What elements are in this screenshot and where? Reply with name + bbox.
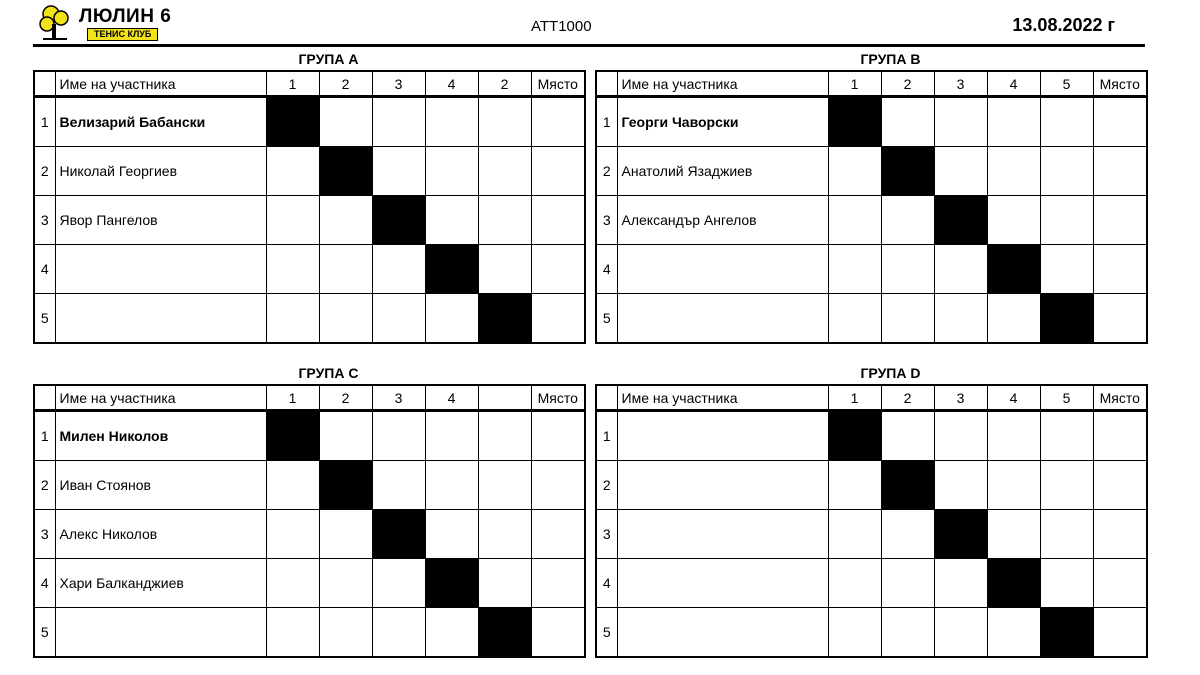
score-cell[interactable] [987,510,1040,559]
score-cell[interactable] [1040,196,1093,245]
place-cell[interactable] [531,510,585,559]
score-cell[interactable] [987,411,1040,461]
score-cell[interactable] [934,608,987,658]
score-cell[interactable] [881,411,934,461]
table-row [34,510,585,559]
col-header-3: 3 [934,385,987,411]
row-number: 2 [34,147,55,196]
col-header-3: 3 [372,71,425,97]
score-cell[interactable] [319,411,372,461]
score-cell[interactable] [372,245,425,294]
score-cell[interactable] [828,461,881,510]
score-cell[interactable] [828,245,881,294]
player-name: Иван Стоянов [55,461,266,510]
name-header: Име на участника [55,71,266,97]
table-row [34,411,585,461]
name-header: Име на участника [55,385,266,411]
score-cell[interactable] [478,147,531,196]
row-number: 2 [596,461,617,510]
blocked-cell [372,510,425,559]
table-row [596,411,1147,461]
blocked-cell [319,147,372,196]
score-cell[interactable] [828,510,881,559]
player-name: Анатолий Язаджиев [617,147,828,196]
place-cell[interactable] [531,97,585,147]
row-number: 2 [34,461,55,510]
row-number: 3 [34,510,55,559]
score-cell[interactable] [828,608,881,658]
place-cell[interactable] [1093,559,1147,608]
score-cell[interactable] [478,196,531,245]
score-cell[interactable] [266,196,319,245]
place-cell[interactable] [1093,411,1147,461]
score-cell[interactable] [828,559,881,608]
row-number: 4 [34,559,55,608]
row-number: 3 [596,510,617,559]
score-cell[interactable] [425,147,478,196]
col-header-1: 1 [828,71,881,97]
blocked-cell [828,97,881,147]
score-cell[interactable] [372,97,425,147]
name-header: Име на участника [617,385,828,411]
score-cell[interactable] [881,510,934,559]
place-header: Място [1093,71,1147,97]
score-cell[interactable] [934,147,987,196]
score-cell[interactable] [828,147,881,196]
event-date: 13.08.2022 г [1012,15,1115,35]
col-header-4: 4 [425,385,478,411]
player-name: Явор Пангелов [55,196,266,245]
row-number: 5 [596,608,617,658]
score-cell[interactable] [934,461,987,510]
score-cell[interactable] [1040,411,1093,461]
col-header-5: 2 [478,71,531,97]
score-cell[interactable] [934,559,987,608]
col-header-2: 2 [881,71,934,97]
table-row [34,196,585,245]
tree-icon [37,4,77,42]
place-cell[interactable] [1093,147,1147,196]
player-name: Хари Балканджиев [55,559,266,608]
score-cell[interactable] [266,245,319,294]
place-header: Място [531,71,585,97]
table-row [596,461,1147,510]
logo-subtitle: ТЕНИС КЛУБ [87,28,158,41]
col-header-5: 5 [1040,385,1093,411]
group-title: ГРУПА B [860,51,921,67]
table-row [34,461,585,510]
player-name [617,608,828,658]
index-header [34,385,55,411]
score-cell[interactable] [1040,510,1093,559]
place-cell[interactable] [1093,196,1147,245]
col-header-2: 2 [319,385,372,411]
blocked-cell [881,461,934,510]
table-row [34,245,585,294]
table-row [596,294,1147,344]
group-table [595,384,1148,658]
place-cell[interactable] [531,294,585,344]
player-name [55,294,266,344]
row-number: 4 [596,559,617,608]
group-title: ГРУПА А [298,51,359,67]
score-cell[interactable] [372,559,425,608]
blocked-cell [1040,294,1093,344]
place-cell[interactable] [1093,245,1147,294]
index-header [596,385,617,411]
blocked-cell [425,559,478,608]
score-cell[interactable] [881,196,934,245]
score-cell[interactable] [478,510,531,559]
col-header-4: 4 [987,385,1040,411]
blocked-cell [425,245,478,294]
group-title: ГРУПА C [298,365,359,381]
player-name [55,245,266,294]
table-row [596,608,1147,658]
group-a [33,48,584,344]
player-name [617,411,828,461]
score-cell[interactable] [828,294,881,344]
row-number: 5 [34,608,55,658]
place-cell[interactable] [531,196,585,245]
table-row [596,245,1147,294]
score-cell[interactable] [1040,245,1093,294]
place-cell[interactable] [531,608,585,658]
col-header-4: 4 [987,71,1040,97]
row-number: 3 [596,196,617,245]
group-d [595,362,1146,658]
score-cell[interactable] [987,147,1040,196]
score-cell[interactable] [319,608,372,658]
score-cell[interactable] [987,294,1040,344]
score-cell[interactable] [934,411,987,461]
group-c [33,362,584,658]
score-cell[interactable] [881,559,934,608]
score-cell[interactable] [881,97,934,147]
row-number: 1 [596,411,617,461]
player-name [617,461,828,510]
col-header-3: 3 [372,385,425,411]
score-cell[interactable] [478,411,531,461]
table-row [34,559,585,608]
row-number: 4 [34,245,55,294]
blocked-cell [881,147,934,196]
group-table [33,384,586,658]
row-number: 5 [596,294,617,344]
blocked-cell [372,196,425,245]
place-header: Място [531,385,585,411]
logo-title: ЛЮЛИН 6 [79,6,172,27]
blocked-cell [266,411,319,461]
row-number: 1 [34,411,55,461]
table-row [596,559,1147,608]
place-cell[interactable] [531,245,585,294]
place-cell[interactable] [1093,97,1147,147]
score-cell[interactable] [372,411,425,461]
score-cell[interactable] [478,97,531,147]
score-cell[interactable] [425,97,478,147]
table-header-row [34,385,585,411]
player-name [617,245,828,294]
col-header-2: 2 [319,71,372,97]
score-cell[interactable] [319,196,372,245]
score-cell[interactable] [319,245,372,294]
score-cell[interactable] [1040,461,1093,510]
club-logo [37,4,177,42]
blocked-cell [478,608,531,658]
player-name: Велизарий Бабански [55,97,266,147]
score-cell[interactable] [934,97,987,147]
row-number: 2 [596,147,617,196]
score-cell[interactable] [319,510,372,559]
group-table [595,70,1148,344]
table-row [34,608,585,658]
score-cell[interactable] [266,147,319,196]
score-cell[interactable] [987,461,1040,510]
place-cell[interactable] [1093,294,1147,344]
score-cell[interactable] [934,245,987,294]
row-number: 5 [34,294,55,344]
table-header-row [596,385,1147,411]
col-header-1: 1 [266,71,319,97]
table-header-row [34,71,585,97]
player-name [617,510,828,559]
place-cell[interactable] [1093,510,1147,559]
blocked-cell [266,97,319,147]
table-row [596,196,1147,245]
score-cell[interactable] [266,461,319,510]
score-cell[interactable] [425,461,478,510]
player-name: Георги Чаворски [617,97,828,147]
score-cell[interactable] [478,559,531,608]
name-header: Име на участника [617,71,828,97]
row-number: 3 [34,196,55,245]
group-table [33,70,586,344]
blocked-cell [987,245,1040,294]
group-title: ГРУПА D [860,365,921,381]
blocked-cell [319,461,372,510]
table-row [596,510,1147,559]
table-header-row [596,71,1147,97]
player-name [617,559,828,608]
col-header-5 [478,385,531,411]
score-cell[interactable] [372,461,425,510]
score-cell[interactable] [881,294,934,344]
blocked-cell [934,196,987,245]
blocked-cell [1040,608,1093,658]
row-number: 1 [596,97,617,147]
col-header-1: 1 [828,385,881,411]
row-number: 4 [596,245,617,294]
place-cell[interactable] [1093,608,1147,658]
table-row [34,294,585,344]
score-cell[interactable] [425,608,478,658]
score-cell[interactable] [372,294,425,344]
col-header-5: 5 [1040,71,1093,97]
place-cell[interactable] [1093,461,1147,510]
table-row [596,97,1147,147]
player-name: Милен Николов [55,411,266,461]
score-cell[interactable] [319,97,372,147]
table-row [34,97,585,147]
player-name [617,294,828,344]
row-number: 1 [34,97,55,147]
player-name: Николай Георгиев [55,147,266,196]
score-cell[interactable] [828,196,881,245]
col-header-1: 1 [266,385,319,411]
place-cell[interactable] [531,147,585,196]
score-cell[interactable] [372,147,425,196]
score-cell[interactable] [881,245,934,294]
player-name: Александър Ангелов [617,196,828,245]
score-cell[interactable] [266,294,319,344]
table-row [596,147,1147,196]
blocked-cell [934,510,987,559]
player-name [55,608,266,658]
table-row [34,147,585,196]
event-name: ATT1000 [531,18,592,35]
score-cell[interactable] [1040,147,1093,196]
score-cell[interactable] [319,559,372,608]
blocked-cell [478,294,531,344]
col-header-3: 3 [934,71,987,97]
group-b [595,48,1146,344]
score-cell[interactable] [934,294,987,344]
score-cell[interactable] [478,461,531,510]
score-cell[interactable] [987,196,1040,245]
place-cell[interactable] [531,461,585,510]
score-cell[interactable] [987,608,1040,658]
index-header [34,71,55,97]
score-cell[interactable] [425,294,478,344]
col-header-2: 2 [881,385,934,411]
score-cell[interactable] [372,608,425,658]
score-cell[interactable] [425,196,478,245]
place-header: Място [1093,385,1147,411]
score-cell[interactable] [425,411,478,461]
page-header [33,0,1145,47]
score-cell[interactable] [478,245,531,294]
score-cell[interactable] [987,97,1040,147]
score-cell[interactable] [266,559,319,608]
score-cell[interactable] [266,510,319,559]
col-header-4: 4 [425,71,478,97]
score-cell[interactable] [881,608,934,658]
place-cell[interactable] [531,559,585,608]
score-cell[interactable] [425,510,478,559]
score-cell[interactable] [266,608,319,658]
score-cell[interactable] [1040,97,1093,147]
place-cell[interactable] [531,411,585,461]
blocked-cell [828,411,881,461]
score-cell[interactable] [1040,559,1093,608]
player-name: Алекс Николов [55,510,266,559]
score-cell[interactable] [319,294,372,344]
blocked-cell [987,559,1040,608]
index-header [596,71,617,97]
